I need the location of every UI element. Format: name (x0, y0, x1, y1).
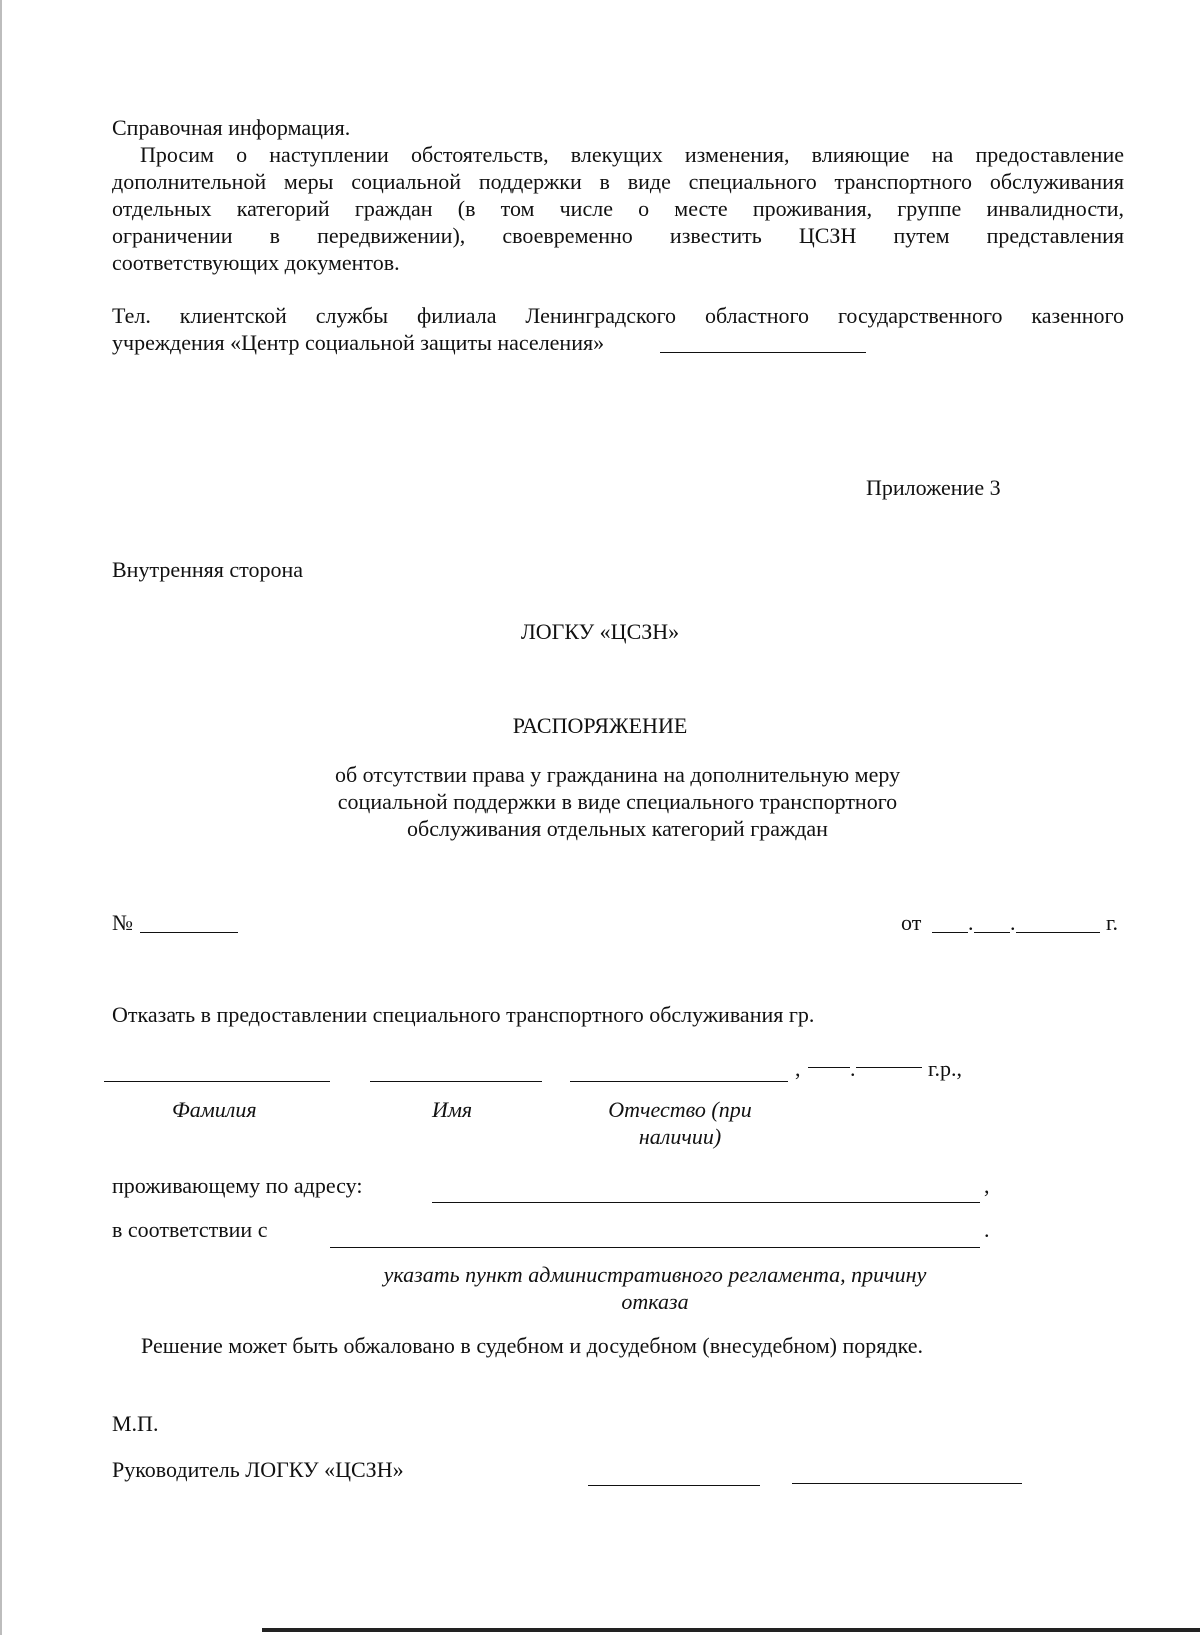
org-title: ЛОГКУ «ЦСЗН» (520, 619, 680, 644)
doc-title: РАСПОРЯЖЕНИЕ (512, 713, 688, 738)
signature-blank (588, 1485, 760, 1486)
birth-blank-1 (808, 1067, 850, 1068)
stamp-label: М.П. (112, 1411, 159, 1436)
patronymic-blank (570, 1081, 788, 1082)
date-dot-2: . (1010, 910, 1016, 935)
subtitle-line-2: социальной поддержки в виде специального транспортного (337, 789, 898, 814)
info-line-4: ограничении в передвижении), своевременно известить ЦСЗН путем представления (112, 223, 1124, 248)
caption-patronymic (580, 1096, 780, 1150)
date-day-blank (932, 932, 968, 933)
caption-name: Имя (432, 1097, 473, 1122)
inner-side-label: Внутренняя сторона (112, 557, 304, 582)
tel-line-1: Тел. клиентской службы филиала Ленинградского областного государственного казенного (112, 303, 1124, 328)
subtitle-line-1: об отсутствии права у гражданина на дополнительную меру (334, 762, 901, 787)
signature-name-blank (792, 1483, 1022, 1484)
caption-surname: Фамилия (172, 1097, 257, 1122)
number-label: № (112, 910, 133, 935)
info-line-3: отдельных категорий граждан (в том числе о месте проживания, группе инвалидности, (112, 196, 1124, 221)
scan-left-edge (0, 0, 2, 1635)
appeal-text: Решение может быть обжаловано в судебном и досудебном (внесудебном) порядке. (141, 1333, 923, 1358)
info-line-5: соответствующих документов. (112, 250, 400, 275)
date-from-label: от (901, 910, 922, 935)
subtitle-line-3: обслуживания отдельных категорий граждан (407, 816, 828, 841)
birth-blank-2 (856, 1067, 922, 1068)
name-blank (370, 1081, 542, 1082)
surname-blank (104, 1081, 330, 1082)
appendix-label: Приложение 3 (866, 475, 1001, 500)
doc-subtitle (250, 761, 985, 842)
info-line-1: Просим о наступлении обстоятельств, влекущих изменения, влияющие на предоставление (140, 142, 1124, 167)
tel-line-2: учреждения «Центр социальной защиты населения» (112, 330, 605, 355)
address-label: проживающему по адресу: (112, 1173, 363, 1198)
accordance-label: в соответствии с (112, 1217, 268, 1242)
address-blank (432, 1202, 980, 1203)
reason-hint-line-2: отказа (621, 1289, 689, 1314)
refuse-text: Отказать в предоставлении специального транспортного обслуживания гр. (112, 1002, 815, 1027)
tel-blank-line (660, 352, 866, 353)
birth-year-suffix: г.р., (928, 1056, 963, 1081)
reason-hint (330, 1261, 980, 1315)
accordance-end: . (984, 1217, 990, 1242)
date-year-blank (1016, 932, 1100, 933)
info-paragraph (112, 141, 1124, 249)
date-month-blank (974, 932, 1010, 933)
scan-bottom-edge (262, 1628, 1200, 1632)
date-year-suffix: г. (1106, 910, 1119, 935)
accordance-blank (330, 1247, 980, 1248)
number-blank (140, 932, 238, 933)
info-heading: Справочная информация. (112, 115, 351, 140)
caption-patronymic-line-2: наличии) (638, 1124, 722, 1149)
caption-patronymic-line-1: Отчество (при (608, 1097, 752, 1122)
address-end: , (984, 1173, 990, 1198)
reason-hint-line-1: указать пункт административного регламента, причину (383, 1262, 927, 1287)
info-line-2: дополнительной меры социальной поддержки в виде специального транспортного обслуживания (112, 169, 1124, 194)
date-dot-1: . (968, 910, 974, 935)
name-row-comma: , (795, 1056, 801, 1081)
head-label: Руководитель ЛОГКУ «ЦСЗН» (112, 1457, 404, 1482)
name-row-dot: . (850, 1056, 856, 1081)
